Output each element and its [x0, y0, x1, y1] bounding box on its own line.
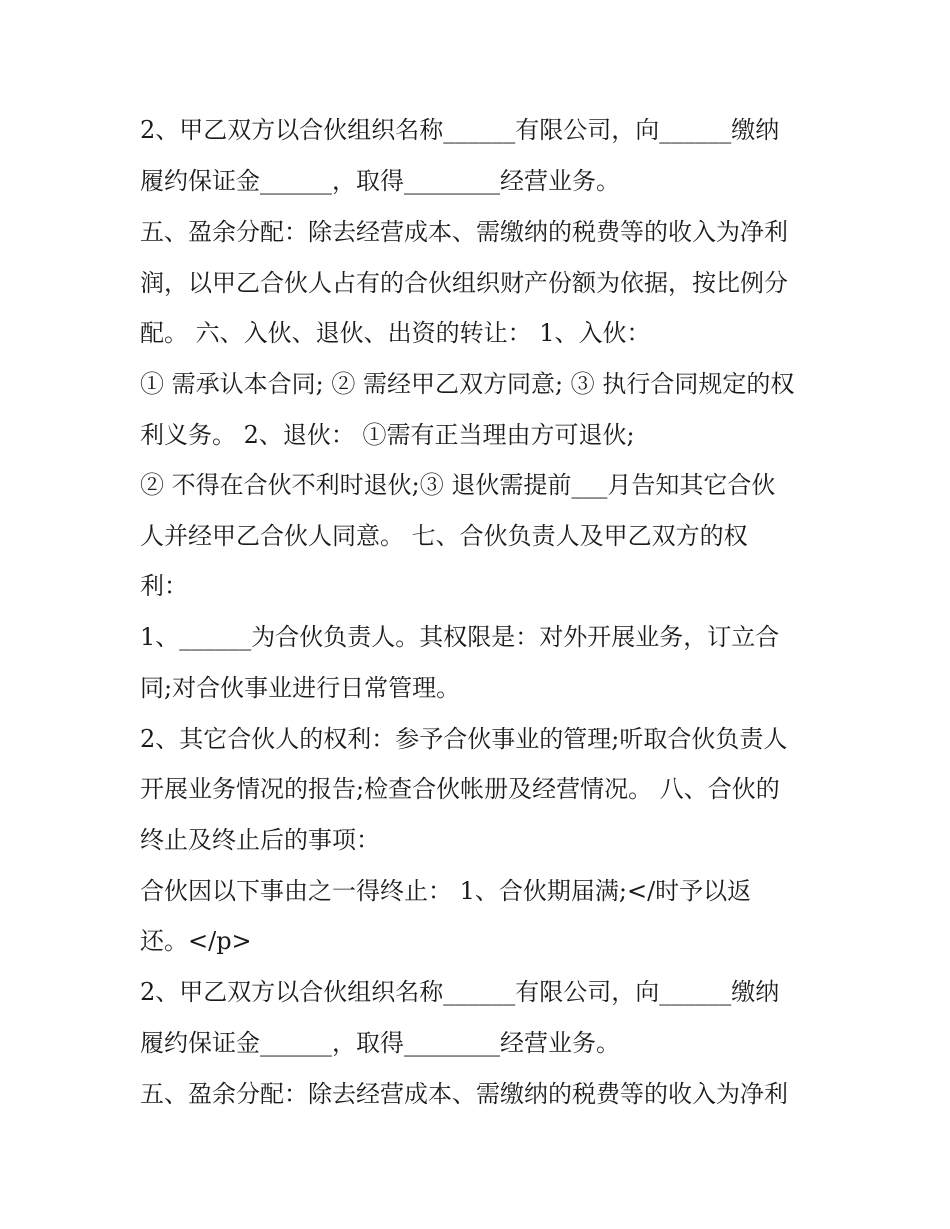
text-line-9: 人并经甲乙合伙人同意。 七、合伙负责人及甲乙双方的权 [140, 522, 748, 550]
text-line-18: 2、甲乙双方以合伙组织名称______有限公司，向______缴纳 [140, 978, 780, 1006]
text-line-8: ② 不得在合伙不利时退伙;③ 退伙需提前___月告知其它合伙 [140, 471, 776, 499]
text-line-1: 2、甲乙双方以合伙组织名称______有限公司，向______缴纳 [140, 116, 780, 144]
text-line-12: 同;对合伙事业进行日常管理。 [140, 674, 461, 702]
text-line-19: 履约保证金______，取得________经营业务。 [140, 1029, 620, 1057]
text-line-16: 合伙因以下事由之一得终止： 1、合伙期届满;</时予以返 [140, 877, 752, 905]
text-line-7: 利义务。 2、退伙： ①需有正当理由方可退伙; [140, 421, 635, 449]
text-line-5: 配。 六、入伙、退伙、出资的转让： 1、入伙： [140, 319, 651, 347]
text-line-11: 1、______为合伙负责人。其权限是：对外开展业务，订立合 [140, 623, 780, 651]
text-line-3: 五、盈余分配：除去经营成本、需缴纳的税费等的收入为净利 [140, 218, 788, 246]
text-line-6: ① 需承认本合同; ② 需经甲乙双方同意; ③ 执行合同规定的权 [140, 370, 795, 398]
text-line-2: 履约保证金______，取得________经营业务。 [140, 167, 620, 195]
text-line-10: 利： [140, 572, 188, 600]
text-line-15: 终止及终止后的事项： [140, 826, 380, 854]
text-line-14: 开展业务情况的报告;检查合伙帐册及经营情况。 八、合伙的 [140, 775, 780, 803]
text-line-13: 2、其它合伙人的权利：参予合伙事业的管理;听取合伙负责人 [140, 725, 788, 753]
text-line-17: 还。</p> [140, 927, 252, 955]
text-line-20: 五、盈余分配：除去经营成本、需缴纳的税费等的收入为净利 [140, 1080, 788, 1108]
text-line-4: 润，以甲乙合伙人占有的合伙组织财产份额为依据，按比例分 [140, 269, 788, 297]
